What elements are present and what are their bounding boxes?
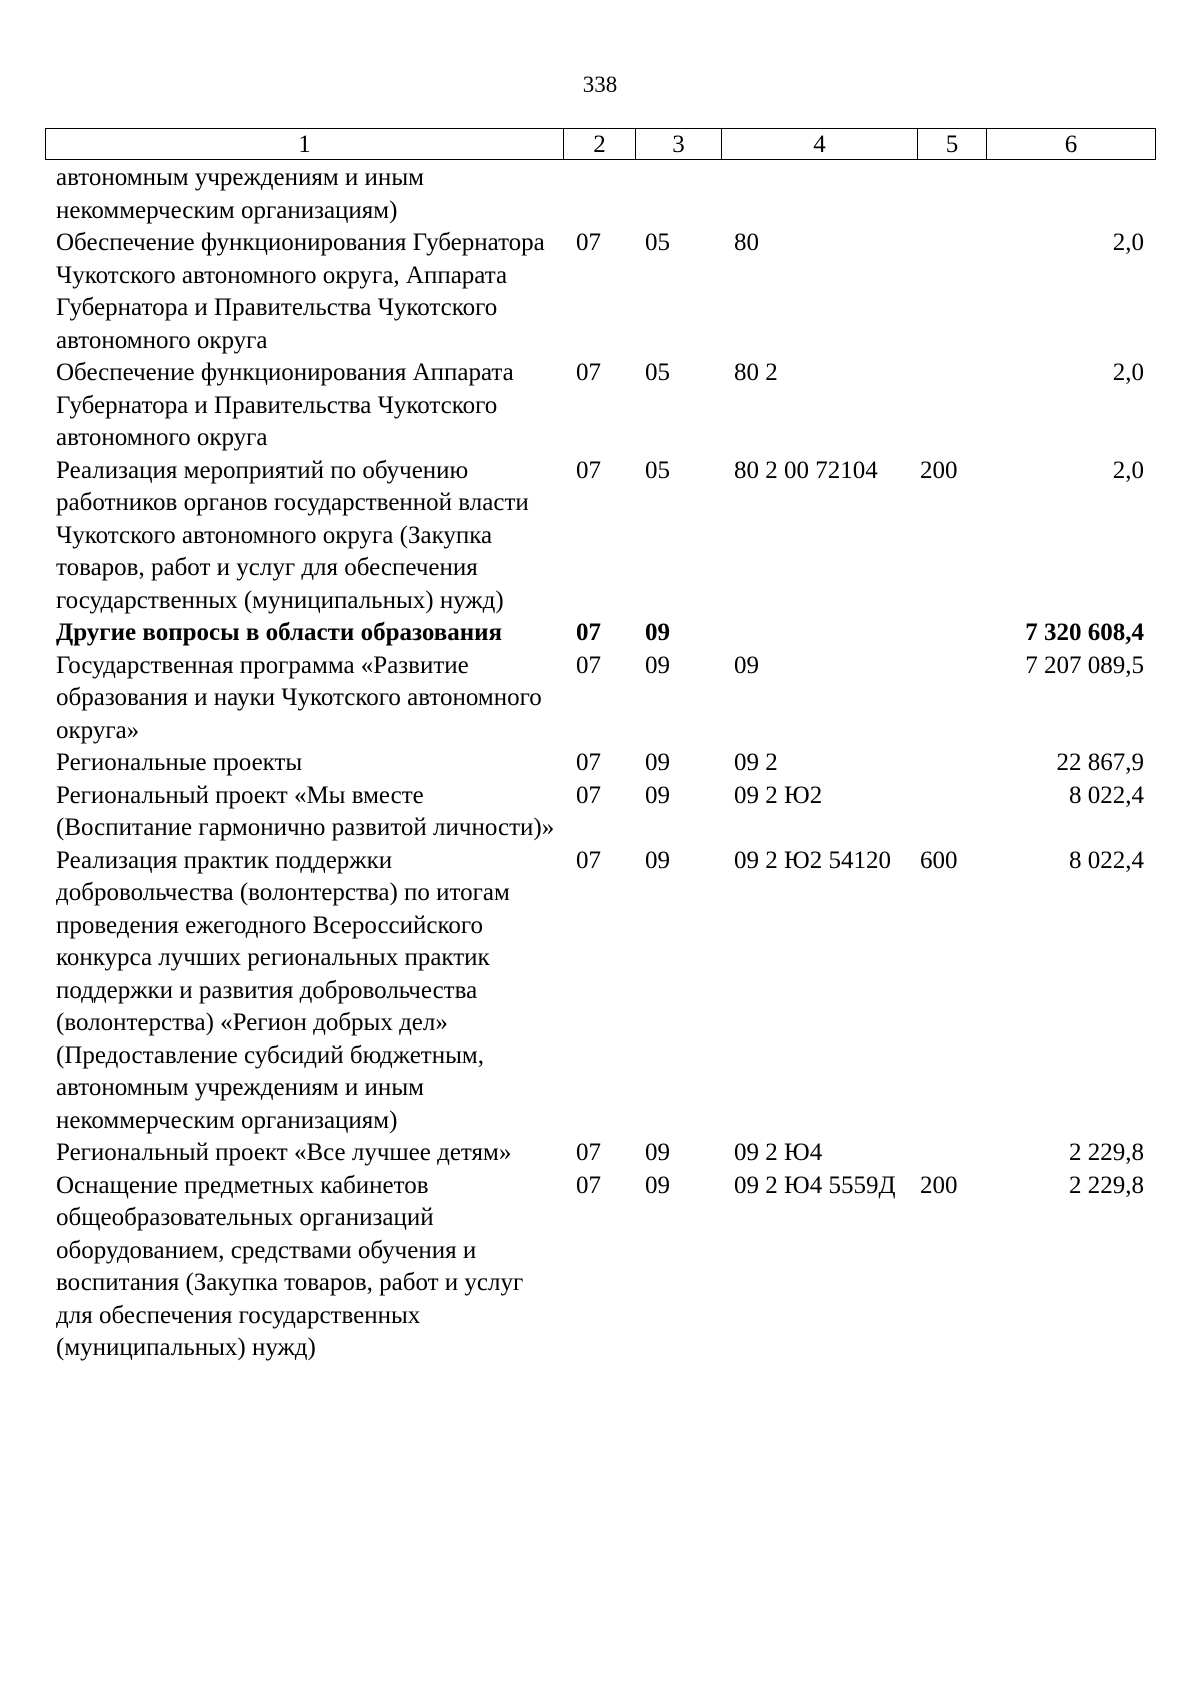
table-row xyxy=(45,357,1155,455)
header-col-1: 1 xyxy=(46,129,564,160)
row-section-cell: 07 xyxy=(576,651,601,679)
row-section-cell: 07 xyxy=(576,749,601,776)
header-col-4: 4 xyxy=(722,129,918,160)
header-col-5: 5 xyxy=(918,129,987,160)
row-subsection-cell: 05 xyxy=(645,359,670,386)
row-subsection-cell: 09 xyxy=(645,619,670,646)
row-section-cell: 07 xyxy=(576,229,601,256)
row-amount-cell: 8 022,4 xyxy=(1069,846,1144,874)
header-col-6: 6 xyxy=(987,129,1156,160)
row-target-article-cell: 09 2 xyxy=(734,749,778,776)
table-row xyxy=(45,1170,1155,1365)
row-subsection-cell: 05 xyxy=(645,229,670,256)
row-target-article-cell: 09 2 Ю2 xyxy=(734,781,823,809)
row-amount-cell: 2,0 xyxy=(1112,229,1144,256)
row-amount-cell: 2,0 xyxy=(1112,359,1144,386)
row-target-article-cell: 80 2 xyxy=(734,359,778,386)
row-section-cell: 07 xyxy=(576,619,601,646)
row-name-cell: Обеспечение функционирования Аппарата Губернатора и Правительства Чукотского автономного округа xyxy=(56,359,514,451)
table-row xyxy=(45,617,1155,650)
row-section-cell: 07 xyxy=(576,1171,601,1199)
row-target-article-cell: 09 2 Ю2 54120 xyxy=(734,846,891,874)
row-amount-cell: 2 229,8 xyxy=(1069,1139,1144,1166)
row-name-cell: Государственная программа «Развитие образования и науки Чукотского автономного округа» xyxy=(56,651,542,744)
row-subsection-cell: 09 xyxy=(645,1139,670,1166)
row-name-cell: Обеспечение функционирования Губернатора Чукотского автономного округа, Аппарата Губернатора и Правительства Чукотского автономного округа xyxy=(56,229,545,354)
table-row xyxy=(45,1137,1155,1170)
header-col-2: 2 xyxy=(564,129,636,160)
row-section-cell: 07 xyxy=(576,359,601,386)
row-target-article-cell: 80 2 00 72104 xyxy=(734,456,878,484)
row-subsection-cell: 09 xyxy=(645,846,670,874)
row-target-article-cell: 80 xyxy=(734,229,759,256)
row-section-cell: 07 xyxy=(576,1139,601,1166)
table-header xyxy=(45,128,1156,160)
row-name-cell: Реализация мероприятий по обучению работников органов государственной власти Чукотского автономного округа (Закупка товаров, работ и услуг для обеспечения государственных (муниципальных) нужд) xyxy=(56,456,529,614)
table-row xyxy=(45,747,1155,780)
row-section-cell: 07 xyxy=(576,846,601,874)
row-amount-cell: 7 320 608,4 xyxy=(1025,619,1144,646)
row-subsection-cell: 09 xyxy=(645,749,670,776)
row-amount-cell: 7 207 089,5 xyxy=(1025,651,1144,679)
row-name-cell: Другие вопросы в области образования xyxy=(56,619,503,646)
row-name-cell: Оснащение предметных кабинетов общеобразовательных организаций оборудованием, средствами обучения и воспитания (Закупка товаров, работ и услуг для обеспечения государственных (муниципальных) нужд) xyxy=(56,1171,524,1361)
table-row xyxy=(45,650,1155,748)
table-body xyxy=(45,162,1155,1365)
table-row xyxy=(45,455,1155,618)
row-amount-cell: 2,0 xyxy=(1112,456,1144,484)
row-section-cell: 07 xyxy=(576,456,601,484)
row-subsection-cell: 05 xyxy=(645,456,670,484)
row-section-cell: 07 xyxy=(576,781,601,809)
page-number: 338 xyxy=(582,72,618,97)
row-amount-cell: 2 229,8 xyxy=(1069,1171,1144,1199)
table-row xyxy=(45,780,1155,845)
row-subsection-cell: 09 xyxy=(645,781,670,809)
row-name-cell: Региональный проект «Мы вместе (Воспитание гармонично развитой личности)» xyxy=(56,781,555,841)
row-subsection-cell: 09 xyxy=(645,651,670,679)
row-name-cell: Региональный проект «Все лучшее детям» xyxy=(56,1139,512,1166)
table-row xyxy=(45,162,1155,227)
row-expense-type-cell: 200 xyxy=(920,456,958,484)
row-amount-cell: 22 867,9 xyxy=(1056,749,1144,776)
row-amount-cell: 8 022,4 xyxy=(1069,781,1144,809)
row-name-cell: автономным учреждениям и иным некоммерческим организациям) xyxy=(56,164,424,224)
row-expense-type-cell: 200 xyxy=(920,1171,958,1199)
table-row xyxy=(45,845,1155,1138)
table-row xyxy=(45,227,1155,357)
row-target-article-cell: 09 xyxy=(734,651,759,679)
row-name-cell: Региональные проекты xyxy=(56,749,303,776)
row-name-cell: Реализация практик поддержки добровольчества (волонтерства) по итогам проведения ежегодного Всероссийского конкурса лучших региональных практик поддержки и развития добровольчества (волонтерства) «Регион добрых дел» (Предоставление субсидий бюджетным, автономным учреждениям и иным некоммерческим организациям) xyxy=(56,846,510,1134)
row-target-article-cell: 09 2 Ю4 xyxy=(734,1139,823,1166)
header-col-3: 3 xyxy=(636,129,722,160)
row-expense-type-cell: 600 xyxy=(920,846,958,874)
row-subsection-cell: 09 xyxy=(645,1171,670,1199)
row-target-article-cell: 09 2 Ю4 5559Д xyxy=(734,1171,896,1199)
